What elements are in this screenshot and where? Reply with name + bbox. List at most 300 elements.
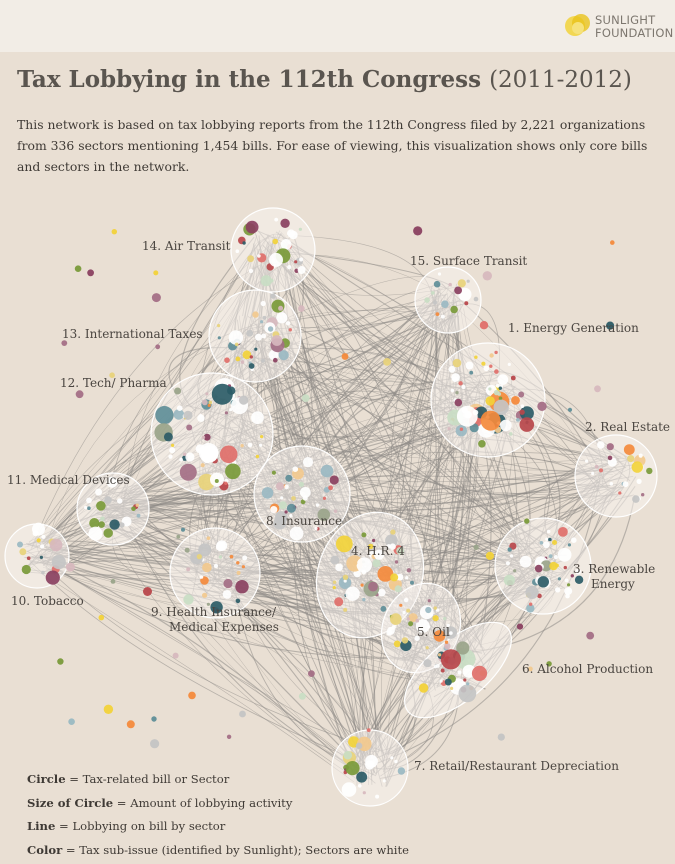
bill-node [236,561,239,564]
bill-node [242,565,245,568]
bill-node [535,565,543,573]
stray-node [111,579,116,584]
stray-node [469,371,473,375]
sector-node [284,485,289,490]
sector-node [290,527,304,541]
bill-node [186,567,190,571]
stray-node [174,388,181,395]
bill-node [455,399,463,407]
bill-node [508,547,512,551]
bill-node [441,300,449,308]
bill-node [109,519,119,529]
stray-node [68,718,75,725]
cluster-label-line2: Energy [591,577,635,591]
bill-node [220,446,238,464]
bill-node [104,496,112,504]
sector-node [545,538,548,541]
bill-node [207,536,211,540]
bill-node [224,482,227,485]
bill-node [399,604,402,607]
stray-node [498,734,505,741]
stray-node [549,554,553,558]
bill-node [390,573,398,581]
bill-node [164,432,173,441]
sector-node [200,575,203,578]
bill-node [131,506,136,511]
bill-node [250,355,253,358]
bill-node [254,348,257,351]
stray-node [61,340,67,346]
bill-node [343,608,347,612]
stray-node [473,545,478,550]
stray-node [390,530,395,535]
bill-node [242,241,245,244]
bill-node [407,617,410,620]
sector-node [40,544,44,548]
bill-node [276,482,284,490]
bill-node [478,440,486,448]
sector-node [378,589,386,597]
stray-node [237,571,241,575]
bill-node [499,387,502,390]
bill-node [201,463,205,467]
bill-node [455,391,458,394]
bill-node [463,678,466,681]
sector-node [214,564,218,568]
stray-node [367,728,371,732]
bill-node [474,356,477,359]
bill-node [520,417,535,432]
bill-node [272,335,283,346]
cluster-label: 8. Insurance [266,514,343,528]
bill-node [362,598,365,601]
bill-node [488,387,491,390]
bill-node [460,428,463,431]
stray-node [607,443,614,450]
sector-node [387,627,395,635]
sector-node [251,411,264,424]
bill-node [518,392,524,398]
bill-node [489,353,493,357]
bill-node [205,392,208,395]
sector-node [451,373,460,382]
bill-node [291,496,296,501]
bill-node [466,682,469,685]
legend-desc: = Tax-related bill or Sector [65,772,230,786]
sector-node [248,443,253,448]
stray-node [517,624,523,630]
stray-node [152,293,161,302]
cluster-label: 10. Tobacco [11,594,84,608]
stray-node [151,716,156,721]
bill-node [202,593,207,598]
stray-node [524,518,529,523]
bill-node [450,687,453,690]
bill-node [225,464,241,480]
bill-node [19,548,26,555]
bill-node [223,579,232,588]
sector-node [508,363,511,366]
bill-node [260,320,263,323]
sector-node [585,460,588,463]
bill-node [627,455,634,462]
sector-node [500,420,512,432]
bill-node [474,297,479,302]
bill-node [481,362,485,366]
bill-node [252,311,258,317]
bill-node [499,397,503,401]
bill-node [227,387,235,395]
bill-node [344,751,353,760]
bill-node [249,363,255,369]
stray-node [419,683,428,692]
bill-node [408,621,413,626]
sector-node [610,482,614,486]
bill-node [155,406,173,424]
bill-node [278,306,283,311]
bill-node [46,571,60,585]
sector-node [558,548,572,562]
bill-node [217,324,220,327]
bill-node [209,401,213,405]
legend [27,768,409,862]
sector-node [441,315,445,319]
cluster-label: 6. Alcohol Production [522,662,654,676]
sector-node [564,587,572,595]
stray-node [75,265,82,272]
sunlight-foundation-logo[interactable] [563,10,674,44]
bill-node [381,606,387,612]
bill-node [402,637,408,643]
sector-node [289,231,298,240]
bill-node [608,456,613,461]
bill-node [180,464,197,481]
bill-node [241,360,245,364]
sector-node [394,760,398,764]
bill-node [481,411,501,431]
bill-node [568,543,571,546]
stray-node [66,563,75,572]
bill-node [328,485,333,490]
bill-node [372,559,380,567]
bill-node [494,369,499,374]
bill-node [564,566,567,569]
bill-node [445,641,448,644]
stray-node [423,659,431,667]
legend-item [27,815,409,839]
sector-node [440,680,443,683]
bill-node [104,528,113,537]
sector-node [299,258,303,262]
stray-node [486,552,494,560]
bill-node [410,581,414,585]
stray-node [181,528,185,532]
sector-node [555,587,560,592]
bill-node [202,436,205,439]
bill-node [459,685,477,703]
bill-node [486,396,495,405]
sector-node [89,527,103,541]
bill-node [225,411,228,414]
stray-node [173,653,179,659]
bill-node [119,522,124,527]
bill-node [263,316,267,320]
bill-node [246,221,259,234]
bill-node [489,365,492,368]
sector-node [229,330,243,344]
sector-node [303,457,313,467]
stray-node [270,294,275,299]
bill-node [558,577,561,580]
bill-node [261,359,265,363]
bill-node [285,475,292,482]
stray-node [424,297,430,303]
sector-node [169,447,175,453]
bill-node [272,300,285,313]
bill-node [50,539,63,552]
bill-node [256,455,259,458]
legend-item [27,792,409,816]
bill-node [519,410,524,415]
bill-node [356,743,363,750]
cluster-label: 2. Real Estate [585,420,671,434]
cluster-label: 15. Surface Transit [410,254,528,268]
bill-node [40,556,43,559]
bill-node [136,504,139,507]
bill-node [454,287,462,295]
bill-node [494,351,497,354]
sector-node [298,266,306,274]
cluster-label: 4. H.R. 4 [351,544,405,558]
sector-node [458,671,462,675]
stray-node [483,271,492,280]
sector-node [281,239,292,250]
sector-node [185,452,194,461]
stray-node [594,385,601,392]
bill-node [540,541,544,545]
bill-node [202,400,208,406]
bill-node [433,615,439,621]
bill-node [389,584,395,590]
cluster-halo [209,290,301,382]
bill-node [96,501,106,511]
sector-node [95,489,102,496]
bill-node [98,521,105,528]
bill-node [529,603,532,606]
sector-node [497,374,508,385]
stray-node [299,693,306,700]
legend-key: Size of Circle [27,795,114,810]
bill-node [294,260,297,263]
bill-node [441,669,445,673]
sector-node [201,445,218,462]
sector-node [117,498,122,503]
stray-node [342,353,349,360]
sector-node [434,665,437,668]
sector-node [32,523,45,536]
page-title [17,66,632,93]
bill-node [236,357,241,362]
stray-node [143,587,152,596]
bill-node [599,468,603,472]
bill-node [183,594,193,604]
bill-node [426,646,429,649]
bill-node [407,568,411,572]
sector-node [286,321,290,325]
sector-node [484,366,490,372]
stray-node [150,739,159,748]
sector-node [510,554,513,557]
bill-node [246,330,253,337]
cluster-label: 7. Retail/Restaurant Depreciation [414,759,619,773]
sector-node [177,405,183,411]
sector-node [242,555,247,560]
sector-node [259,444,262,447]
sector-node [438,272,441,275]
bill-node [395,585,402,592]
bill-node [330,556,339,565]
bill-node [239,396,248,405]
bill-node [262,487,274,499]
bill-node [260,435,263,438]
bill-node [272,471,276,475]
sun-logo-icon [563,10,593,40]
bill-node [445,679,452,686]
bill-node [509,432,513,436]
stray-node [568,408,572,412]
sector-node [280,496,283,499]
bill-node [183,453,186,456]
logo-text-line2: FOUNDATION [595,26,674,40]
bill-node [41,571,45,575]
bill-node [299,482,304,487]
cluster-label-line2: Medical Expenses [169,620,279,634]
sector-node [345,587,359,601]
sector-node [261,334,266,339]
cluster-label: 1. Energy Generation [508,321,639,335]
stray-node [239,711,246,718]
bill-node [330,475,339,484]
sector-node [236,249,240,253]
legend-desc: = Tax sub-issue (identified by Sunlight); Sectors are white [62,842,410,857]
logo-text [595,14,673,40]
stray-node [153,270,158,275]
sector-node [543,541,550,548]
bill-node [219,555,222,558]
sector-node [257,254,261,258]
bill-node [333,581,336,584]
sector-node [84,506,87,509]
bill-node [406,609,410,613]
bill-node [343,575,348,580]
bill-node [450,306,458,314]
bill-node [183,411,192,420]
sector-node [623,481,629,487]
sector-node [168,455,172,459]
sector-node [457,406,478,427]
sector-node [269,253,283,267]
sector-node [451,389,454,392]
stray-node [112,229,117,234]
bill-node [434,606,437,609]
stray-node [99,615,105,621]
stray-node [511,376,516,381]
sector-node [520,556,532,568]
legend-key: Circle [27,772,66,786]
bill-node [641,493,644,496]
bill-node [361,584,364,587]
bill-node [186,425,192,431]
stray-node [76,390,84,398]
stray-node [188,692,196,700]
sector-node [276,312,287,323]
stray-node [127,720,135,728]
stray-node [480,321,488,329]
sector-node [639,454,643,458]
bill-node [394,641,401,648]
sector-node [591,472,594,475]
sector-node [179,458,183,462]
bill-node [268,326,273,331]
cluster-label: 13. International Taxes [62,327,203,341]
sector-node [565,579,569,583]
bill-node [240,444,243,447]
bill-node [171,444,174,447]
bill-node [513,569,516,572]
sector-node [547,530,551,534]
top-bar [0,0,675,52]
bill-node [494,390,499,395]
bill-node [453,359,462,368]
bill-node [270,279,274,283]
bill-node [567,583,570,586]
bill-node [224,357,230,363]
stray-node [586,632,594,640]
legend-key: Line [27,819,56,833]
bill-node [431,291,435,295]
bill-node [299,228,302,231]
sector-node [554,555,558,559]
sector-node [41,535,45,539]
sector-node [293,466,299,472]
bill-node [37,538,41,542]
bill-node [646,468,652,474]
bill-node [558,527,568,537]
bill-node [632,461,643,472]
bill-node [624,444,635,455]
cluster-label: 9. Health Insurance/ [151,605,277,619]
bill-node [323,497,326,500]
bill-node [279,501,287,509]
bill-node [22,565,31,574]
bill-node [538,576,549,587]
bill-node [89,518,99,528]
bill-node [272,239,278,245]
bill-node [185,548,190,553]
bill-node [436,312,440,316]
bill-node [441,649,461,669]
bill-node [361,532,366,537]
bill-node [504,575,515,586]
bill-node [333,586,336,589]
bill-node [395,560,398,563]
cluster-halo [575,435,657,517]
page-title-text: Tax Lobbying in the 112th Congress [17,66,482,93]
stray-node [511,396,520,405]
sector-node [316,503,319,506]
bill-node [458,381,462,385]
stray-node [176,535,180,539]
